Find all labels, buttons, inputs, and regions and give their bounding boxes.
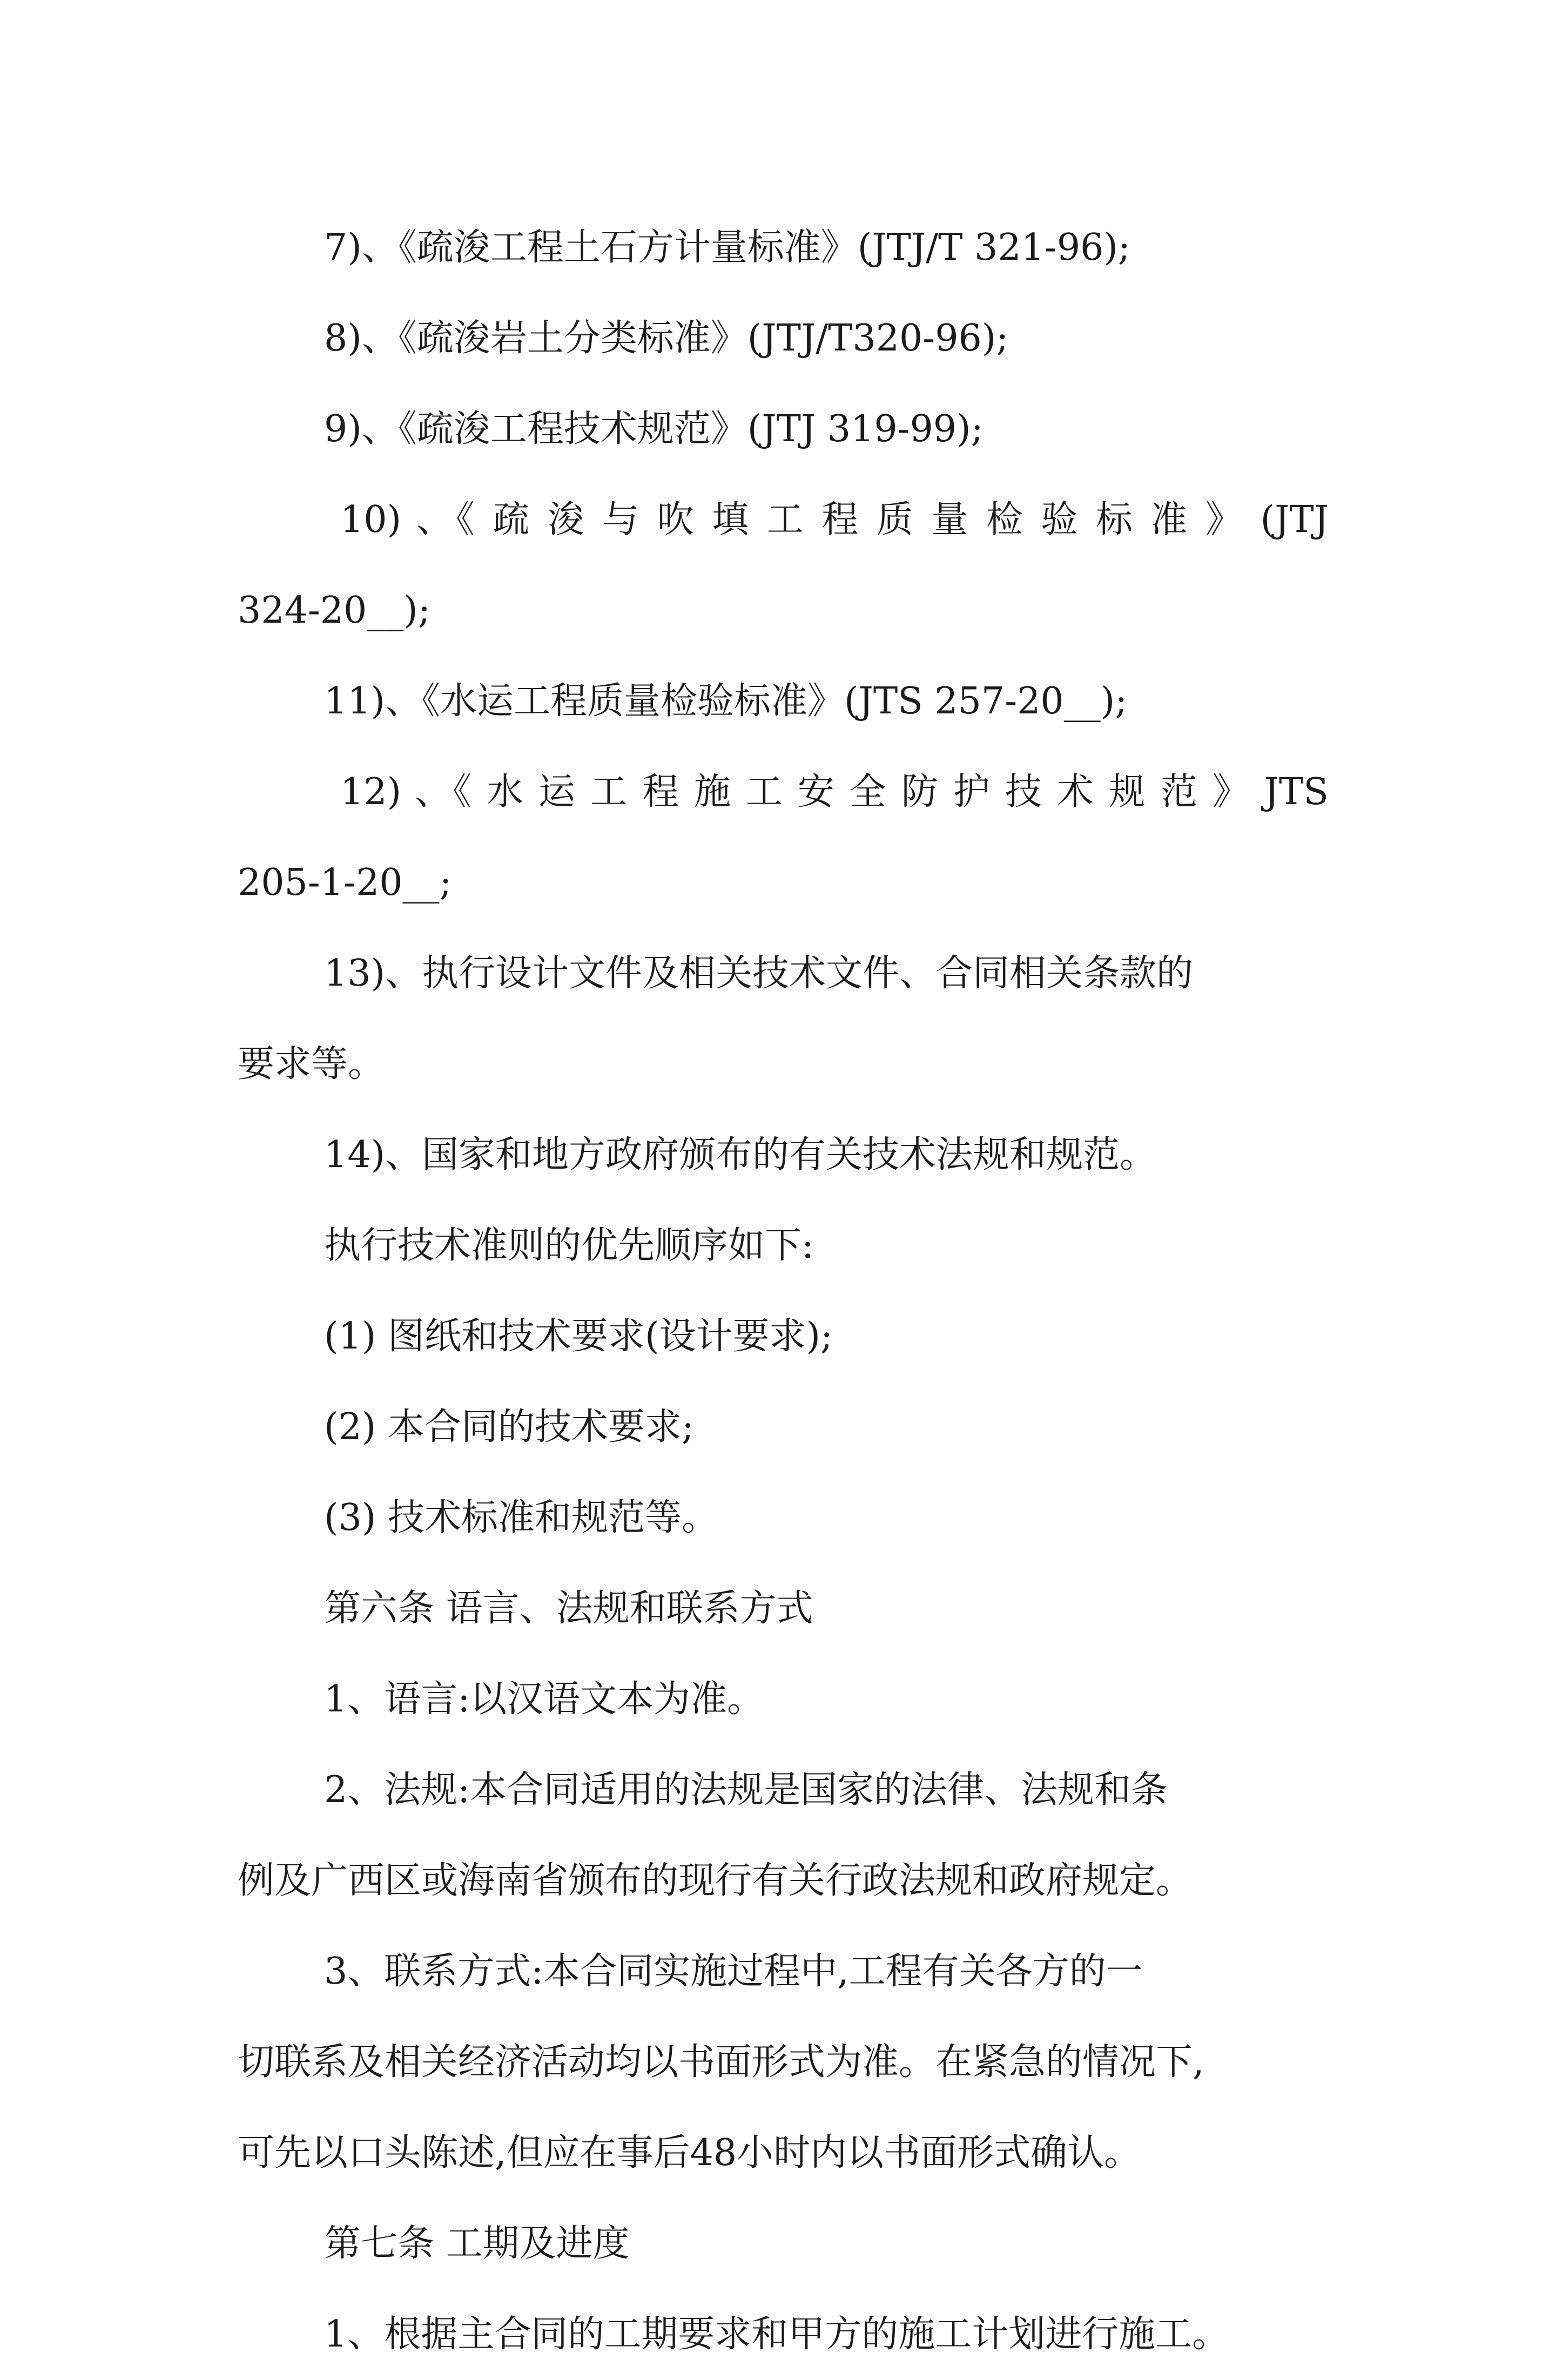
clause-12-standard: 12) 、《 水 运 工 程 施 工 安 全 防 护 技 术 规 范 》 JTS — [340, 771, 1329, 813]
article-6-language: 1、语言:以汉语文本为准。 — [324, 1678, 764, 1721]
clause-13-text: 13)、执行设计文件及相关技术文件、合同相关条款的 — [324, 952, 1194, 995]
article-6-contact-continuation-1: 切联系及相关经济活动均以书面形式为准。在紧急的情况下, — [238, 2041, 1204, 2084]
priority-item-2: (2) 本合同的技术要求; — [324, 1406, 694, 1448]
clause-8-standard: 8)、《疏浚岩土分类标准》(JTJ/T320-96); — [324, 317, 1009, 360]
clause-13-continuation: 要求等。 — [238, 1043, 385, 1086]
clause-9-standard: 9)、《疏浚工程技术规范》(JTJ 319-99); — [324, 408, 983, 450]
priority-item-1: (1) 图纸和技术要求(设计要求); — [324, 1315, 833, 1358]
clause-10-standard: 10) 、《 疏 浚 与 吹 填 工 程 质 量 检 验 标 准 》 (JTJ — [340, 498, 1329, 541]
article-6-contact: 3、联系方式:本合同实施过程中,工程有关各方的一 — [324, 1950, 1143, 1993]
article-7-item-1: 1、根据主合同的工期要求和甲方的施工计划进行施工。 — [324, 2313, 1229, 2356]
article-6-heading: 第六条 语言、法规和联系方式 — [324, 1587, 813, 1630]
clause-10-continuation: 324-20__); — [238, 589, 430, 632]
article-6-contact-continuation-2: 可先以口头陈述,但应在事后48小时内以书面形式确认。 — [238, 2132, 1141, 2174]
priority-item-3: (3) 技术标准和规范等。 — [324, 1496, 718, 1539]
clause-14-text: 14)、国家和地方政府颁布的有关技术法规和规范。 — [324, 1134, 1157, 1176]
article-6-regulations-continuation: 例及广西区或海南省颁布的现行有关行政法规和政府规定。 — [238, 1859, 1193, 1902]
article-7-heading: 第七条 工期及进度 — [324, 2222, 630, 2265]
document-body — [238, 203, 1329, 2380]
clause-12-continuation: 205-1-20__; — [238, 861, 452, 904]
clause-11-standard: 11)、《水运工程质量检验标准》(JTS 257-20__); — [324, 680, 1128, 723]
article-6-regulations: 2、法规:本合同适用的法规是国家的法律、法规和条 — [324, 1769, 1168, 1811]
priority-order-heading: 执行技术准则的优先顺序如下: — [324, 1224, 814, 1267]
clause-7-standard: 7)、《疏浚工程土石方计量标准》(JTJ/T 321-96); — [324, 226, 1130, 269]
